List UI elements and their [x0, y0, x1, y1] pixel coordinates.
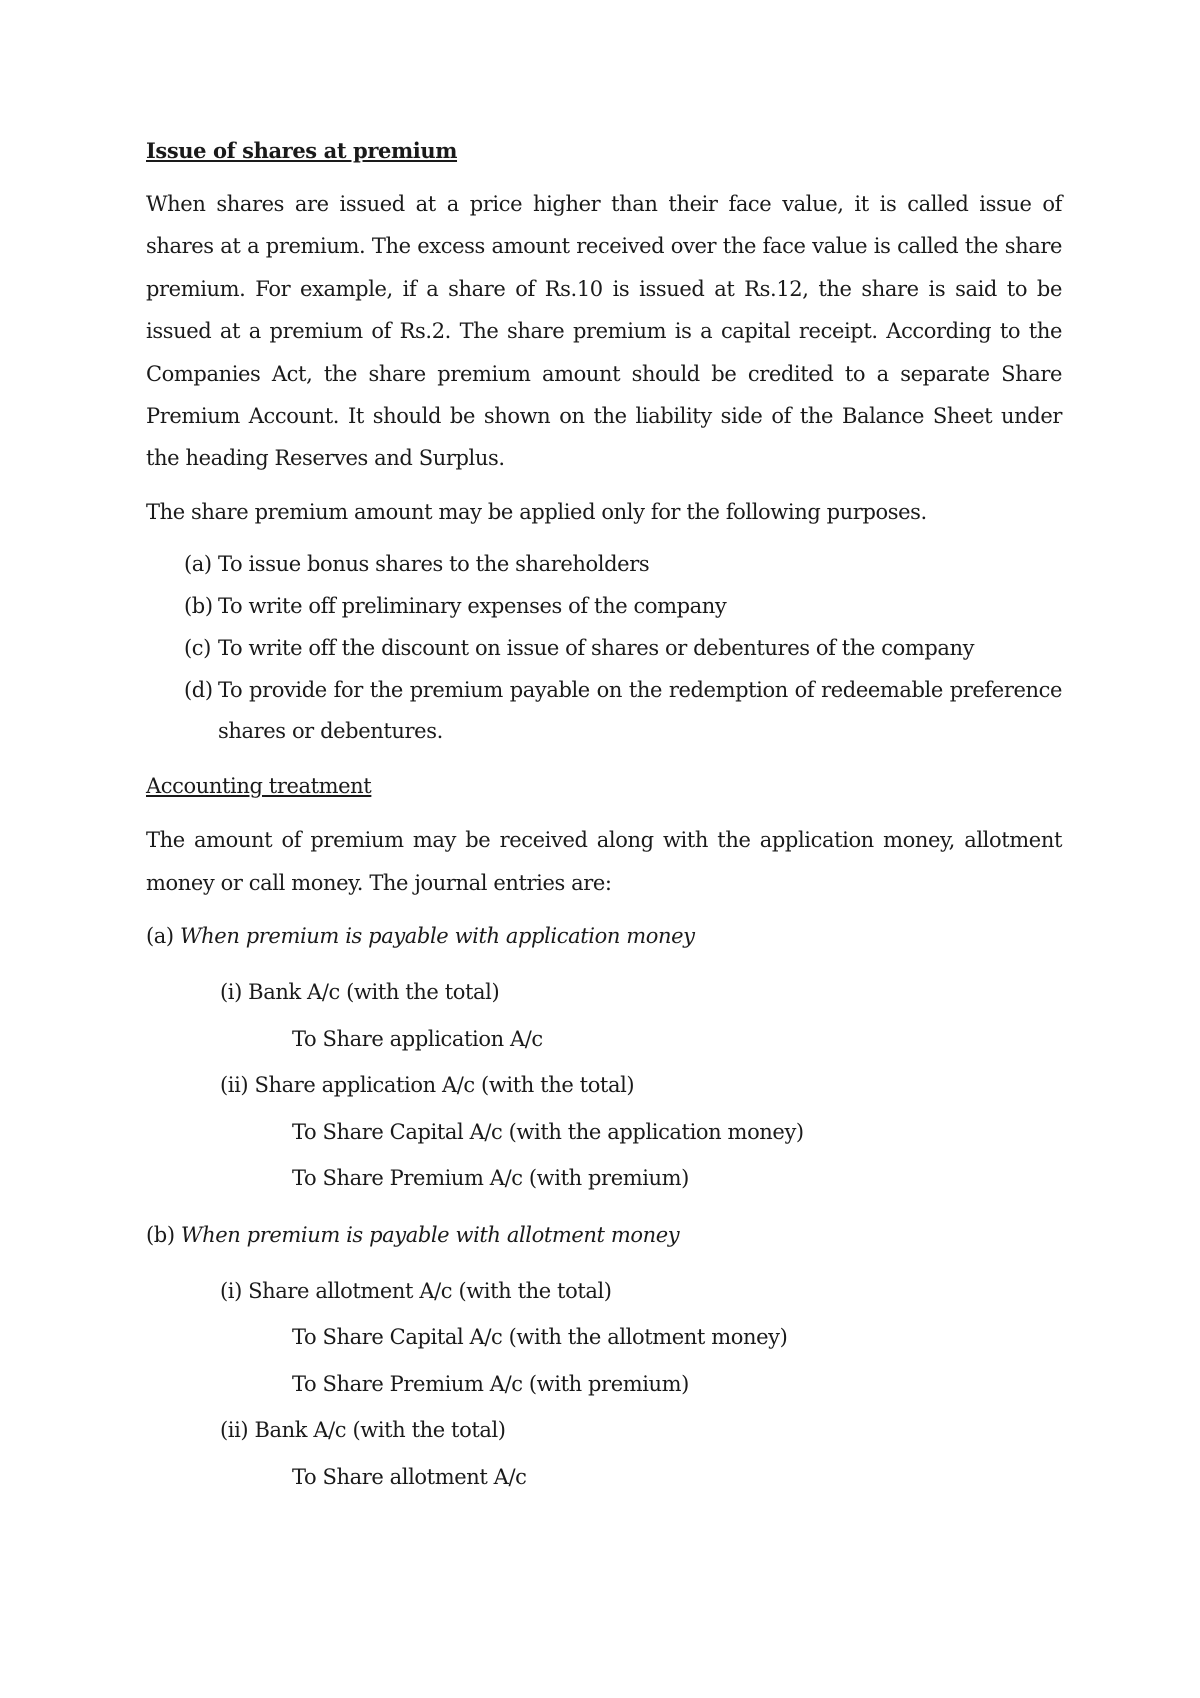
journal-entry-credit: To Share application A/c: [292, 1026, 543, 1051]
case-title: When premium is payable with allotment money: [180, 1222, 680, 1247]
list-marker: (b): [184, 594, 213, 619]
list-item: [184, 670, 1062, 754]
journal-entry-credit: To Share Premium A/c (with premium): [292, 1166, 689, 1191]
journal-entry-credit: To Share Premium A/c (with premium): [292, 1371, 689, 1396]
case-a-block: [146, 915, 1062, 1202]
accounting-heading: Accounting treatment: [146, 774, 372, 799]
list-item-text: To write off the discount on issue of shares or debentures of the company: [218, 635, 975, 660]
journal-entry-debit: (i) Bank A/c (with the total): [220, 980, 500, 1005]
journal-entry-credit: To Share allotment A/c: [292, 1464, 527, 1489]
list-marker: (a): [184, 552, 212, 577]
purposes-list: [184, 544, 1062, 753]
journal-entry-credit: To Share Capital A/c (with the application money): [292, 1119, 804, 1144]
journal-entry-debit: (i) Share allotment A/c (with the total): [220, 1278, 612, 1303]
journal-entry-debit: (ii) Bank A/c (with the total): [220, 1418, 506, 1443]
purposes-intro: The share premium amount may be applied only for the following purposes.: [146, 499, 927, 524]
case-marker: (b): [146, 1222, 175, 1247]
journal-entry-debit: (ii) Share application A/c (with the total): [220, 1073, 635, 1098]
list-item-text: To provide for the premium payable on the redemption of redeemable preference shares or debentures.: [218, 677, 1062, 744]
intro-paragraph: When shares are issued at a price higher than their face value, it is called issue of shares at a premium. The excess amount received over the face value is called the share premium. For example, if a share of Rs.10 is issued at Rs.12, the share is said to be issued at a premium of Rs.2. The share premium is a capital receipt. According to the Companies Act, the share premium amount should be credited to a separate Share Premium Account. It should be shown on the liability side of the Balance Sheet under the heading Reserves and Surplus.: [146, 192, 1062, 471]
list-item-text: To issue bonus shares to the shareholders: [218, 552, 650, 577]
list-marker: (c): [184, 635, 211, 660]
case-b-block: [146, 1214, 1062, 1501]
case-title: When premium is payable with application money: [180, 924, 695, 949]
document-page: [146, 130, 1062, 1512]
list-marker: (d): [184, 677, 213, 702]
list-item: [184, 586, 1062, 628]
accounting-intro: The amount of premium may be received along with the application money, allotment money or call money. The journal entries are:: [146, 828, 1062, 895]
case-a-heading: [146, 915, 1062, 957]
case-marker: (a): [146, 924, 174, 949]
list-item: [184, 544, 1062, 586]
case-b-heading: [146, 1214, 1062, 1256]
section-title: Issue of shares at premium: [146, 138, 458, 163]
list-item: [184, 628, 1062, 670]
list-item-text: To write off preliminary expenses of the company: [218, 594, 727, 619]
journal-entry-credit: To Share Capital A/c (with the allotment money): [292, 1325, 788, 1350]
